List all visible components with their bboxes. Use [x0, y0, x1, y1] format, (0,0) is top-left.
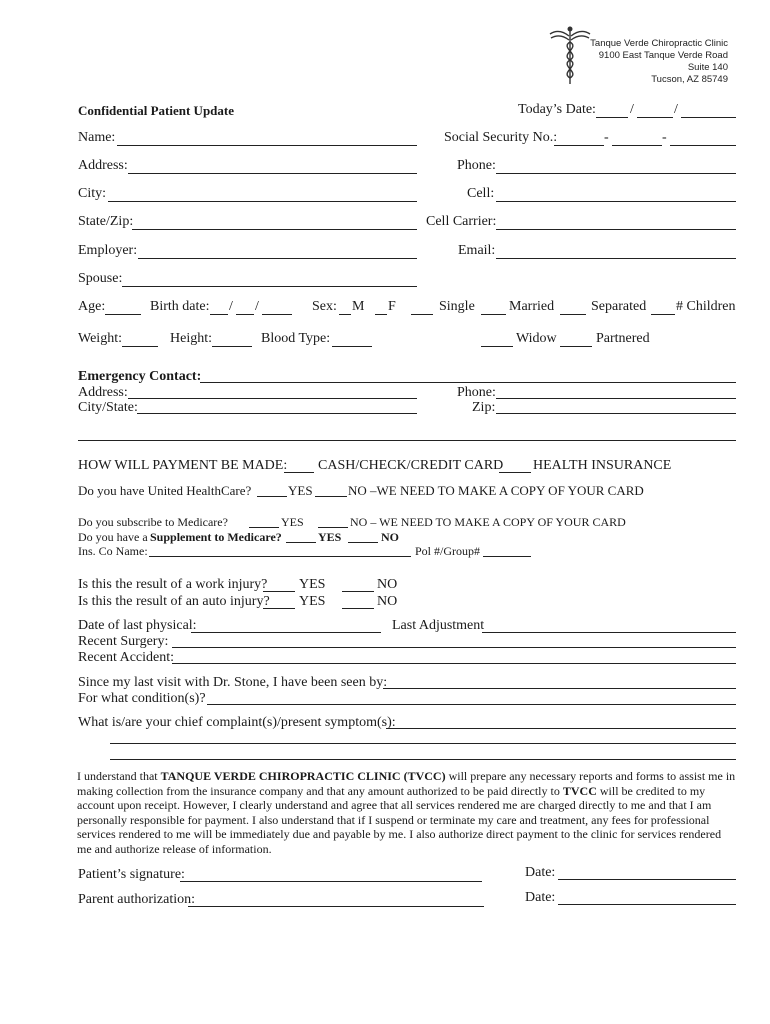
- supplement-question-bold: Supplement to Medicare?: [150, 530, 282, 544]
- ssn-part3-field[interactable]: [670, 145, 736, 146]
- clinic-city: Tucson, AZ 85749: [651, 74, 728, 85]
- supplement-no-label: NO: [381, 530, 399, 544]
- parent-authorization-label: Parent authorization:: [78, 892, 196, 907]
- clinic-name: Tanque Verde Chiropractic Clinic: [590, 38, 728, 49]
- ec-phone-field[interactable]: [496, 398, 736, 399]
- last-adjustment-field[interactable]: [482, 632, 736, 633]
- auto-injury-yes-checkbox[interactable]: [263, 608, 295, 609]
- blood-type-field[interactable]: [332, 346, 372, 347]
- email-label: Email:: [458, 243, 496, 258]
- auto-injury-question: Is this the result of an auto injury?: [78, 594, 270, 609]
- uhc-no-checkbox[interactable]: [315, 496, 347, 497]
- auto-injury-no-checkbox[interactable]: [342, 608, 374, 609]
- patient-date-field[interactable]: [558, 879, 736, 880]
- para-text-1: I understand that: [77, 769, 161, 783]
- recent-accident-field[interactable]: [172, 663, 736, 664]
- for-what-condition-label: For what condition(s)?: [78, 691, 206, 706]
- birth-date-label: Birth date:: [150, 299, 210, 314]
- payment-cash-label: CASH/CHECK/CREDIT CARD: [318, 458, 504, 473]
- payment-insurance-checkbox[interactable]: [499, 472, 531, 473]
- emergency-contact-field[interactable]: [200, 382, 736, 383]
- chief-complaint-field-3[interactable]: [110, 759, 736, 760]
- ssn-part2-field[interactable]: [612, 145, 662, 146]
- height-field[interactable]: [212, 346, 252, 347]
- cell-label: Cell:: [467, 186, 495, 201]
- widow-label: Widow: [516, 331, 557, 346]
- todays-date-month-field[interactable]: [596, 117, 628, 118]
- children-label: # Children: [676, 299, 736, 314]
- para-text-2: will prepare any necessary reports and forms to assist me in making collection from the insurance company and that any amount authorized to be paid directly to: [77, 769, 736, 798]
- address-field[interactable]: [128, 173, 417, 174]
- partnered-label: Partnered: [596, 331, 650, 346]
- work-injury-no-label: NO: [377, 577, 398, 592]
- widow-checkbox[interactable]: [481, 346, 513, 347]
- cell-field[interactable]: [496, 201, 736, 202]
- single-checkbox[interactable]: [411, 314, 433, 315]
- para-tvcc: TVCC: [562, 783, 597, 798]
- ec-address-label: Address:: [78, 385, 128, 400]
- form-title: Confidential Patient Update: [78, 103, 234, 118]
- recent-surgery-label: Recent Surgery:: [78, 634, 169, 649]
- authorization-paragraph: [77, 769, 737, 857]
- ec-zip-field[interactable]: [496, 413, 736, 414]
- state-zip-field[interactable]: [132, 229, 417, 230]
- clinic-header: [590, 38, 728, 86]
- for-what-condition-field[interactable]: [207, 704, 736, 705]
- age-label: Age:: [78, 299, 106, 314]
- cell-carrier-field[interactable]: [496, 229, 736, 230]
- ec-address-field[interactable]: [128, 398, 417, 399]
- address-label: Address:: [78, 158, 128, 173]
- supplement-yes-checkbox[interactable]: [286, 542, 316, 543]
- payment-question: HOW WILL PAYMENT BE MADE:: [78, 458, 288, 473]
- supplement-yes-label: YES: [318, 530, 342, 544]
- work-injury-yes-checkbox[interactable]: [263, 591, 295, 592]
- medicare-yes-checkbox[interactable]: [249, 527, 279, 528]
- ssn-part1-field[interactable]: [554, 145, 604, 146]
- spouse-label: Spouse:: [78, 271, 123, 286]
- birth-year-field[interactable]: [262, 314, 292, 315]
- uhc-yes-label: YES: [288, 483, 313, 498]
- spouse-field[interactable]: [122, 286, 417, 287]
- phone-field[interactable]: [496, 173, 736, 174]
- name-label: Name:: [78, 130, 116, 145]
- city-field[interactable]: [108, 201, 417, 202]
- todays-date-year-field[interactable]: [681, 117, 736, 118]
- children-field[interactable]: [651, 314, 675, 315]
- since-last-visit-field[interactable]: [383, 688, 736, 689]
- ec-city-state-label: City/State:: [78, 400, 138, 415]
- para-text-3: will be credited to my account upon receipt. However, I clearly understand and agree that all services rendered me are charged directly to me and that I am personally responsible for payment. I also understand that if I suspend or terminate my care and treatment, any fees for professional services rendered to me will be immediately due and payable by me. I also authorize direct payment to the clinic for services rendered me and authorize release of information.: [77, 783, 722, 856]
- supplement-no-checkbox[interactable]: [348, 542, 378, 543]
- ec-zip-label: Zip:: [472, 400, 496, 415]
- single-label: Single: [439, 299, 475, 314]
- married-checkbox[interactable]: [481, 314, 506, 315]
- separated-label: Separated: [591, 299, 647, 314]
- cell-carrier-label: Cell Carrier:: [426, 214, 497, 229]
- employer-label: Employer:: [78, 243, 138, 258]
- emergency-contact-label: Emergency Contact:: [78, 369, 202, 384]
- work-injury-question: Is this the result of a work injury?: [78, 577, 268, 592]
- supplement-question-prefix: Do you have a: [78, 530, 148, 544]
- uhc-yes-checkbox[interactable]: [257, 496, 287, 497]
- pol-group-field[interactable]: [483, 556, 531, 557]
- partnered-checkbox[interactable]: [560, 346, 592, 347]
- separated-checkbox[interactable]: [560, 314, 586, 315]
- sex-f-label: F: [388, 299, 396, 314]
- auto-injury-no-label: NO: [377, 594, 398, 609]
- clinic-address: 9100 East Tanque Verde Road: [598, 50, 728, 61]
- section-divider: [78, 440, 736, 441]
- weight-field[interactable]: [122, 346, 158, 347]
- state-zip-label: State/Zip:: [78, 214, 134, 229]
- uhc-question: Do you have United HealthCare?: [78, 483, 252, 498]
- medicare-no-checkbox[interactable]: [318, 527, 348, 528]
- todays-date-day-field[interactable]: [637, 117, 673, 118]
- clinic-suite: Suite 140: [687, 62, 728, 73]
- work-injury-no-checkbox[interactable]: [342, 591, 374, 592]
- sex-label: Sex:: [312, 299, 337, 314]
- patient-signature-label: Patient’s signature:: [78, 867, 185, 882]
- age-field[interactable]: [105, 314, 141, 315]
- height-label: Height:: [170, 331, 212, 346]
- pol-group-label: Pol #/Group#: [415, 544, 481, 558]
- patient-date-label: Date:: [525, 865, 556, 880]
- recent-surgery-field[interactable]: [172, 647, 736, 648]
- chief-complaint-field-2[interactable]: [110, 743, 736, 744]
- since-last-visit-label: Since my last visit with Dr. Stone, I have been seen by:: [78, 675, 388, 690]
- todays-date-label: Today’s Date:: [518, 102, 596, 117]
- medicare-yes-label: YES: [281, 515, 304, 529]
- ec-city-state-field[interactable]: [137, 413, 417, 414]
- work-injury-yes-label: YES: [299, 577, 326, 592]
- employer-field[interactable]: [138, 258, 417, 259]
- clinic-logo: [545, 24, 595, 86]
- email-field[interactable]: [496, 258, 736, 259]
- para-clinic-name: TANQUE VERDE CHIROPRACTIC CLINIC (TVCC): [160, 769, 446, 783]
- medicare-question: Do you subscribe to Medicare?: [78, 515, 228, 529]
- last-physical-label: Date of last physical:: [78, 618, 197, 633]
- parent-date-label: Date:: [525, 890, 556, 905]
- payment-insurance-label: HEALTH INSURANCE: [533, 458, 672, 473]
- sex-m-checkbox[interactable]: [339, 314, 351, 315]
- payment-cash-checkbox[interactable]: [284, 472, 314, 473]
- last-adjustment-label: Last Adjustment: [392, 618, 485, 633]
- birth-day-field[interactable]: [236, 314, 254, 315]
- parent-date-field[interactable]: [558, 904, 736, 905]
- uhc-no-label: NO –WE NEED TO MAKE A COPY OF YOUR CARD: [348, 483, 644, 498]
- blood-type-label: Blood Type:: [261, 331, 331, 346]
- patient-signature-field[interactable]: [180, 881, 482, 882]
- name-field[interactable]: [117, 145, 417, 146]
- married-label: Married: [509, 299, 555, 314]
- birth-month-field[interactable]: [210, 314, 228, 315]
- sex-f-checkbox[interactable]: [375, 314, 387, 315]
- phone-label: Phone:: [457, 158, 496, 173]
- city-label: City:: [78, 186, 107, 201]
- ins-co-name-label: Ins. Co Name:: [78, 544, 148, 558]
- ins-co-name-field[interactable]: [149, 556, 411, 557]
- ssn-label: Social Security No.:: [444, 130, 558, 145]
- recent-accident-label: Recent Accident:: [78, 650, 175, 665]
- medicare-no-label: NO – WE NEED TO MAKE A COPY OF YOUR CARD: [350, 515, 626, 529]
- weight-label: Weight:: [78, 331, 122, 346]
- ec-phone-label: Phone:: [457, 385, 496, 400]
- parent-authorization-field[interactable]: [188, 906, 484, 907]
- last-physical-field[interactable]: [191, 632, 381, 633]
- chief-complaint-field-1[interactable]: [386, 728, 736, 729]
- auto-injury-yes-label: YES: [299, 594, 326, 609]
- chief-complaint-label: What is/are your chief complaint(s)/present symptom(s):: [78, 715, 396, 730]
- sex-m-label: M: [352, 299, 365, 314]
